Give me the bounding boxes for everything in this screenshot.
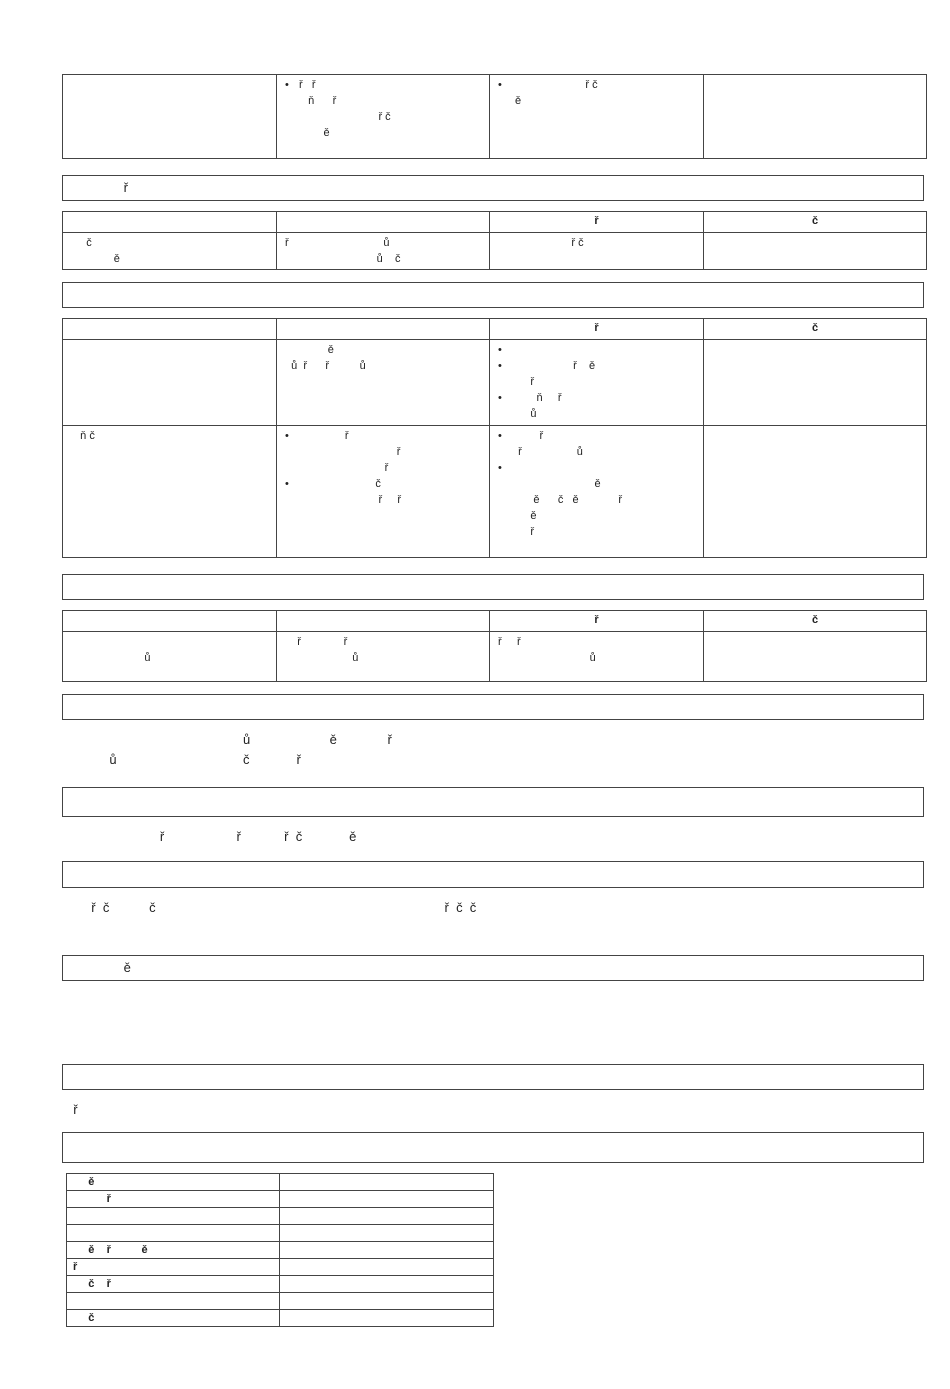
- section-header-1-text: ř: [73, 180, 128, 195]
- section-3-table: [62, 610, 927, 682]
- section-1-header-1: [63, 212, 277, 233]
- section-header-7: [62, 955, 924, 981]
- list-item: • č: [285, 476, 481, 492]
- section-header-3: [62, 574, 924, 600]
- section-3-header-2: [277, 611, 490, 632]
- section-2-table: [62, 318, 927, 558]
- section-2-row-1-cell-1: [63, 340, 277, 426]
- info-label: ř: [67, 1191, 280, 1208]
- section-header-5: [62, 787, 924, 817]
- section-2-header-1: [63, 319, 277, 340]
- info-label: [67, 1293, 280, 1310]
- top-table-cell-2: • ř ř ň ř ř č ě: [277, 75, 490, 159]
- section-1-header-4: č: [704, 212, 927, 233]
- section-1-header-3: ř: [490, 212, 704, 233]
- top-table-cell-3: • ř č ě: [490, 75, 704, 159]
- section-3-header-1: [63, 611, 277, 632]
- list-item: • ř ě: [498, 358, 695, 374]
- paragraph-3: ř č č ř č č: [66, 900, 477, 915]
- section-2-row-1-cell-2: ě ů ř ř ů: [277, 340, 490, 426]
- top-table-cell-1: [63, 75, 277, 159]
- section-header-2: [62, 282, 924, 308]
- info-value: [280, 1174, 494, 1191]
- info-value: [280, 1225, 494, 1242]
- section-2-row-2-cell-3: • ř ř ů • ě ě č ě ř ě ř: [490, 426, 704, 558]
- section-2-row-1-cell-4: [704, 340, 927, 426]
- section-2-header-2: [277, 319, 490, 340]
- list-item: [498, 342, 695, 358]
- section-3-cell-1: ů: [63, 632, 277, 682]
- section-header-8: [62, 1064, 924, 1090]
- section-2-row-2-cell-2: • ř ř ř • č ř ř: [277, 426, 490, 558]
- section-3-cell-4: [704, 632, 927, 682]
- section-1-cell-3: ř č: [490, 233, 704, 270]
- section-header-4: [62, 694, 924, 720]
- section-3-cell-2: ř ř ů: [277, 632, 490, 682]
- section-header-7-text: ě: [73, 960, 131, 975]
- info-value: [280, 1242, 494, 1259]
- section-2-row-1-cell-3: • • ř ě ř • ň ř ů: [490, 340, 704, 426]
- list-item: • ř: [498, 428, 695, 444]
- section-3-cell-3: ř ř ů: [490, 632, 704, 682]
- section-1-table: [62, 211, 927, 270]
- top-table-cell-4: [704, 75, 927, 159]
- info-label: [67, 1208, 280, 1225]
- info-value: [280, 1208, 494, 1225]
- info-label: ř: [67, 1259, 280, 1276]
- section-header-9: [62, 1132, 924, 1163]
- section-2-header-3: ř: [490, 319, 704, 340]
- top-table-bullet: • ř č: [498, 77, 695, 93]
- section-1-cell-1: č ě: [63, 233, 277, 270]
- top-table: [62, 74, 927, 159]
- info-label: č: [67, 1310, 280, 1327]
- info-label: č ř: [67, 1276, 280, 1293]
- section-2-row-2-cell-1: ň č: [63, 426, 277, 558]
- info-value: [280, 1310, 494, 1327]
- info-value: [280, 1293, 494, 1310]
- info-label: [67, 1225, 280, 1242]
- info-value: [280, 1191, 494, 1208]
- info-value: [280, 1276, 494, 1293]
- list-item: • ř: [285, 428, 481, 444]
- section-2-row-2-cell-4: [704, 426, 927, 558]
- section-1-cell-4: [704, 233, 927, 270]
- info-label: ě: [67, 1174, 280, 1191]
- paragraph-2: ř ř ř č ě: [66, 829, 357, 844]
- section-1-header-2: [277, 212, 490, 233]
- section-header-1: [62, 175, 924, 201]
- info-value: [280, 1259, 494, 1276]
- paragraph-1-line-1: ů ě ř: [66, 732, 392, 747]
- list-item: [498, 460, 695, 476]
- info-table: [66, 1173, 494, 1327]
- section-3-header-3: ř: [490, 611, 704, 632]
- section-1-cell-2: ř ů ů č: [277, 233, 490, 270]
- paragraph-4: ř: [66, 1102, 78, 1117]
- list-item: • ň ř: [498, 390, 695, 406]
- section-3-header-4: č: [704, 611, 927, 632]
- top-table-bullet: • ř ř: [285, 77, 481, 93]
- section-2-header-4: č: [704, 319, 927, 340]
- info-label: ě ř ě: [67, 1242, 280, 1259]
- section-header-6: [62, 861, 924, 888]
- paragraph-1-line-2: ů č ř: [66, 752, 301, 767]
